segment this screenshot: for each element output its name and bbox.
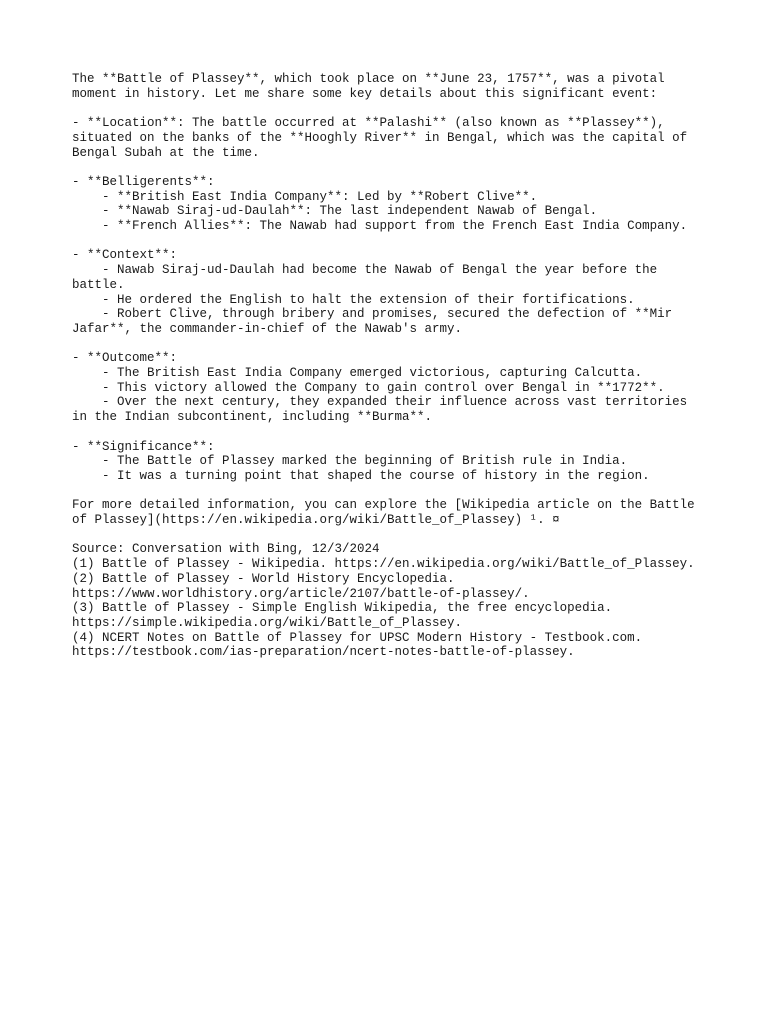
section-heading: - **Belligerents**: [72, 174, 215, 189]
text-line: For more detailed information, you can explore the [Wikipedia article on the Battle [72, 498, 695, 513]
source-entry: (3) Battle of Plassey - Simple English Wikipedia, the free encyclopedia. [72, 601, 613, 616]
context-section [72, 248, 712, 336]
source-entry: (1) Battle of Plassey - Wikipedia. https://en.wikipedia.org/wiki/Battle_of_Plassey. [72, 557, 695, 572]
text-line: Bengal Subah at the time. [72, 145, 260, 160]
source-header: Source: Conversation with Bing, 12/3/2024 [72, 542, 380, 557]
text-line: situated on the banks of the **Hooghly River** in Bengal, which was the capital of [72, 130, 688, 145]
section-heading: - **Context**: [72, 248, 178, 263]
intro-paragraph [72, 72, 712, 101]
text-line: of Plassey](https://en.wikipedia.org/wiki/Battle_of_Plassey) ¹. ¤ [72, 513, 560, 527]
source-entry: (2) Battle of Plassey - World History Encyclopedia. [72, 571, 455, 586]
text-line: moment in history. Let me share some key details about this significant event: [72, 86, 658, 101]
text-line: battle. [72, 277, 125, 292]
text-line: Jafar**, the commander-in-chief of the Nawab's army. [72, 321, 463, 336]
list-item: - Over the next century, they expanded their influence across vast territories [72, 395, 688, 410]
list-item: - **Nawab Siraj-ud-Daulah**: The last independent Nawab of Bengal. [72, 204, 598, 219]
source-url: https://testbook.com/ias-preparation/ncert-notes-battle-of-plassey. [72, 645, 575, 660]
location-section [72, 116, 712, 160]
outcome-section [72, 351, 712, 425]
document-page [72, 72, 712, 675]
list-item: - Robert Clive, through bribery and promises, secured the defection of **Mir [72, 307, 673, 322]
list-item: - **British East India Company**: Led by **Robert Clive**. [72, 189, 538, 204]
belligerents-section [72, 175, 712, 234]
source-url: https://www.worldhistory.org/article/2107/battle-of-plassey/. [72, 586, 530, 601]
list-item: - He ordered the English to halt the extension of their fortifications. [72, 292, 635, 307]
section-heading: - **Outcome**: [72, 351, 178, 366]
text-line: in the Indian subcontinent, including **Burma**. [72, 410, 433, 425]
list-item: - The Battle of Plassey marked the beginning of British rule in India. [72, 454, 628, 469]
more-info-paragraph [72, 498, 712, 527]
source-entry: (4) NCERT Notes on Battle of Plassey for UPSC Modern History - Testbook.com. [72, 630, 643, 645]
list-item: - It was a turning point that shaped the course of history in the region. [72, 468, 650, 483]
significance-section [72, 440, 712, 484]
sources-section [72, 542, 712, 660]
list-item: - **French Allies**: The Nawab had support from the French East India Company. [72, 219, 688, 233]
text-line: - **Location**: The battle occurred at **Palashi** (also known as **Plassey**), [72, 116, 665, 131]
list-item: - The British East India Company emerged victorious, capturing Calcutta. [72, 366, 643, 380]
list-item: - This victory allowed the Company to gain control over Bengal in **1772**. [72, 380, 665, 395]
section-heading: - **Significance**: [72, 439, 215, 454]
text-line: The **Battle of Plassey**, which took place on **June 23, 1757**, was a pivotal [72, 72, 665, 86]
list-item: - Nawab Siraj-ud-Daulah had become the Nawab of Bengal the year before the [72, 263, 658, 278]
source-url: https://simple.wikipedia.org/wiki/Battle_of_Plassey. [72, 615, 463, 630]
